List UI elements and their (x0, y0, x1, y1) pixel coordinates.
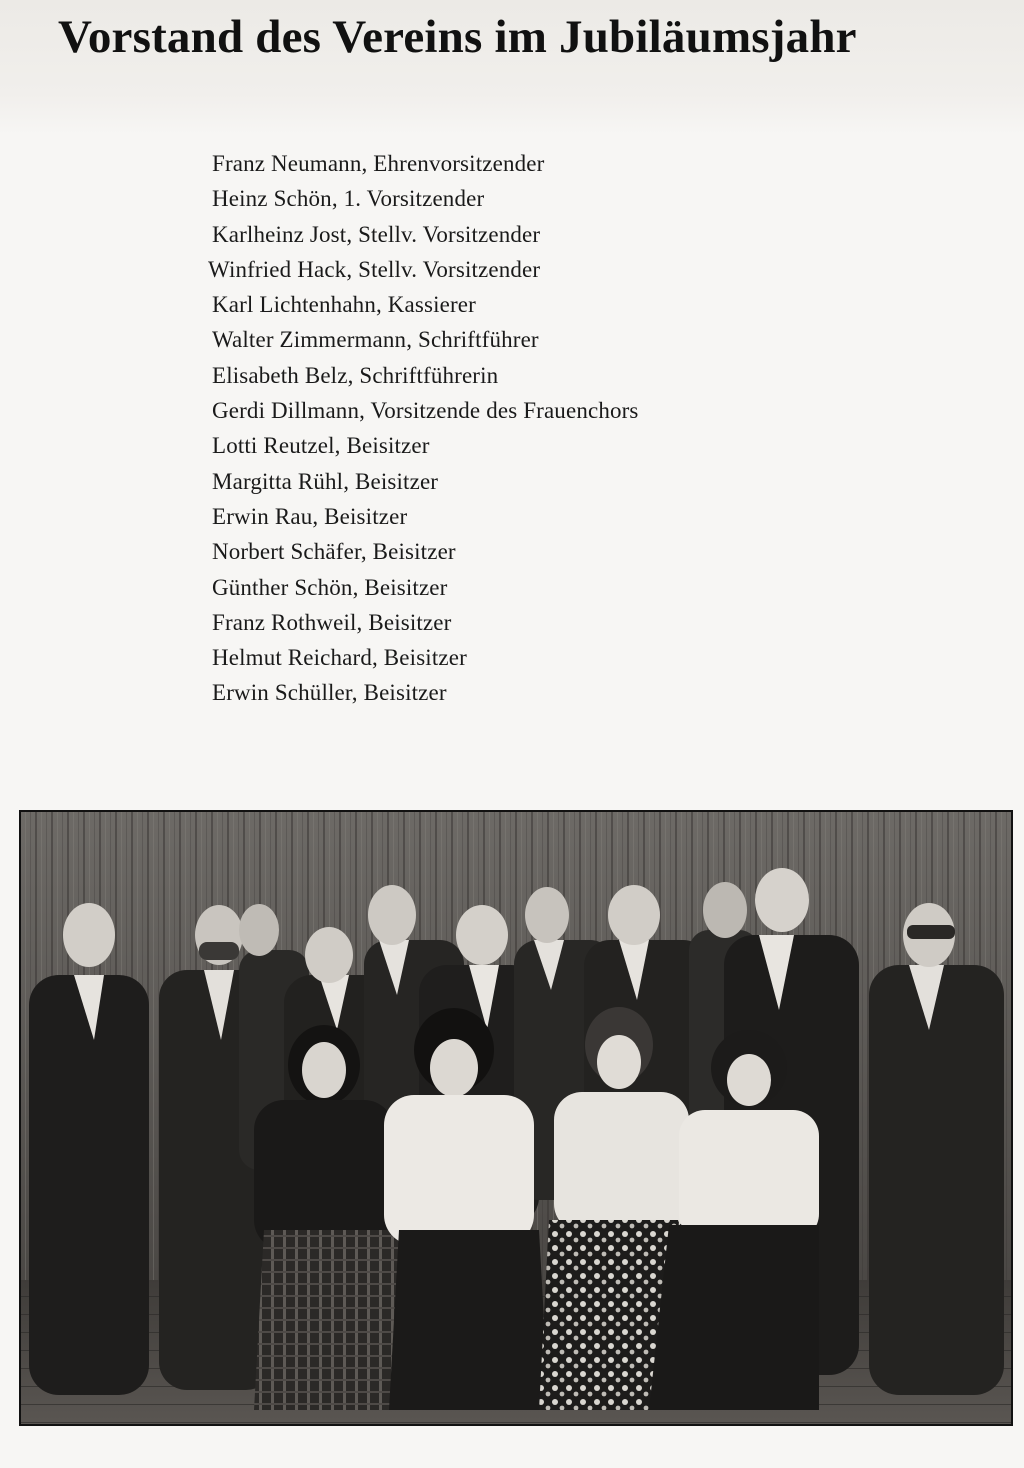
page-title: Vorstand des Vereins im Jubiläumsjahr (58, 11, 857, 63)
member-entry: Heinz Schön, 1. Vorsitzender (212, 186, 485, 212)
board-member-list (208, 146, 639, 711)
member-entry: Erwin Rau, Beisitzer (212, 503, 408, 529)
member-entry: Norbert Schäfer, Beisitzer (212, 539, 456, 565)
group-photo (19, 810, 1013, 1426)
member-entry: Elisabeth Belz, Schriftführerin (212, 362, 499, 388)
member-entry: Walter Zimmermann, Schriftführer (212, 327, 539, 353)
member-entry: Franz Neumann, Ehrenvorsitzender (212, 151, 545, 176)
member-entry: Helmut Reichard, Beisitzer (212, 645, 467, 671)
member-entry: Erwin Schüller, Beisitzer (212, 680, 447, 706)
member-entry: Karlheinz Jost, Stellv. Vorsitzender (212, 221, 541, 247)
member-entry: Lotti Reutzel, Beisitzer (212, 433, 430, 459)
group-photo-illustration (19, 810, 1013, 1426)
member-entry: Margitta Rühl, Beisitzer (212, 468, 439, 494)
member-entry: Winfried Hack, Stellv. Vorsitzender (208, 256, 541, 282)
member-entry: Gerdi Dillmann, Vorsitzende des Frauenchors (212, 398, 639, 424)
member-entry: Franz Rothweil, Beisitzer (212, 609, 452, 635)
member-entry: Karl Lichtenhahn, Kassierer (212, 292, 476, 318)
member-entry: Günther Schön, Beisitzer (212, 574, 448, 600)
